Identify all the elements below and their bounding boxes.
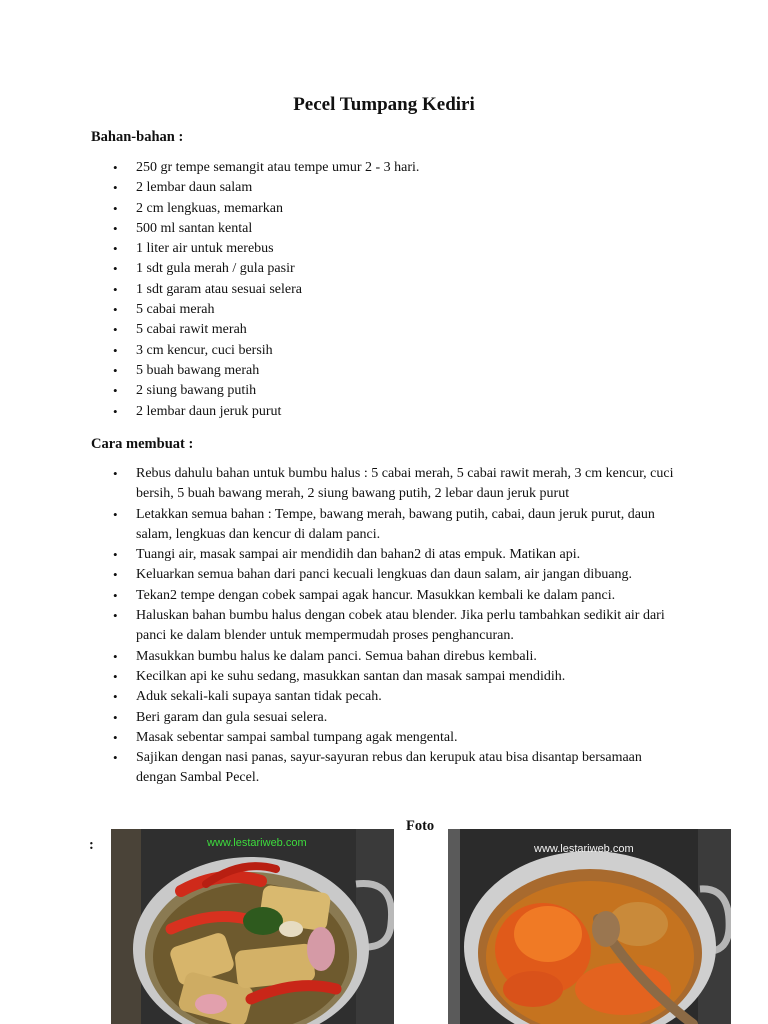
ingredient-item: • 5 cabai merah: [136, 300, 676, 320]
step-item: • Keluarkan semua bahan dari panci kecuali lengkuas dan daun salam, air jangan dibuang.: [136, 565, 676, 585]
ingredient-item: • 1 sdt garam atau sesuai selera: [136, 280, 676, 300]
ingredient-item: • 2 siung bawang putih: [136, 381, 676, 401]
pot-with-ingredients-image: [111, 829, 394, 1024]
step-item: • Sajikan dengan nasi panas, sayur-sayuran rebus dan kerupuk atau bisa disantap bersamaan dengan Sambal Pecel.: [136, 748, 676, 789]
ingredient-item: • 5 buah bawang merah: [136, 361, 676, 381]
step-item: • Beri garam dan gula sesuai selera.: [136, 708, 676, 728]
foto-colon: :: [89, 837, 94, 853]
steps-list: [136, 464, 676, 789]
ingredient-item: • 2 cm lengkuas, memarkan: [136, 199, 676, 219]
photo-sambal-tumpang: [448, 829, 731, 1024]
ingredient-item: • 500 ml santan kental: [136, 219, 676, 239]
step-item: • Tuangi air, masak sampai air mendidih dan bahan2 di atas empuk. Matikan api.: [136, 545, 676, 565]
foto-label: Foto: [406, 818, 435, 834]
step-item: • Masak sebentar sampai sambal tumpang agak mengental.: [136, 728, 676, 748]
ingredient-item: • 5 cabai rawit merah: [136, 320, 676, 340]
recipe-title: Pecel Tumpang Kediri: [293, 94, 475, 115]
step-item: • Tekan2 tempe dengan cobek sampai agak hancur. Masukkan kembali ke dalam panci.: [136, 586, 676, 606]
ingredient-item: • 2 lembar daun salam: [136, 178, 676, 198]
ingredient-item: • 250 gr tempe semangit atau tempe umur 2 - 3 hari.: [136, 158, 676, 178]
photo-1-watermark: www.lestariweb.com: [207, 837, 307, 849]
steps-heading: Cara membuat :: [91, 436, 194, 452]
ingredients-heading: Bahan-bahan :: [91, 129, 184, 145]
ingredient-item: • 2 lembar daun jeruk purut: [136, 402, 676, 422]
ingredient-item: • 3 cm kencur, cuci bersih: [136, 341, 676, 361]
photo-boiled-ingredients: [111, 829, 394, 1024]
step-item: • Aduk sekali-kali supaya santan tidak pecah.: [136, 687, 676, 707]
photo-2-watermark: www.lestariweb.com: [534, 843, 634, 855]
step-item: • Haluskan bahan bumbu halus dengan cobek atau blender. Jika perlu tambahkan sedikit air dari panci ke dalam blender untuk mempermudah proses penghancuran.: [136, 606, 676, 647]
ingredients-list: [136, 158, 676, 422]
step-item: • Masukkan bumbu halus ke dalam panci. Semua bahan direbus kembali.: [136, 647, 676, 667]
ingredient-item: • 1 liter air untuk merebus: [136, 239, 676, 259]
step-item: • Letakkan semua bahan : Tempe, bawang merah, bawang putih, cabai, daun jeruk purut, daun salam, lengkuas dan kencur di dalam panci.: [136, 505, 676, 546]
step-item: • Kecilkan api ke suhu sedang, masukkan santan dan masak sampai mendidih.: [136, 667, 676, 687]
ingredient-item: • 1 sdt gula merah / gula pasir: [136, 259, 676, 279]
pot-with-sambal-image: [448, 829, 731, 1024]
step-item: • Rebus dahulu bahan untuk bumbu halus : 5 cabai merah, 5 cabai rawit merah, 3 cm kencur, cuci bersih, 5 buah bawang merah, 2 siung bawang putih, 2 lebar daun jeruk purut: [136, 464, 676, 505]
